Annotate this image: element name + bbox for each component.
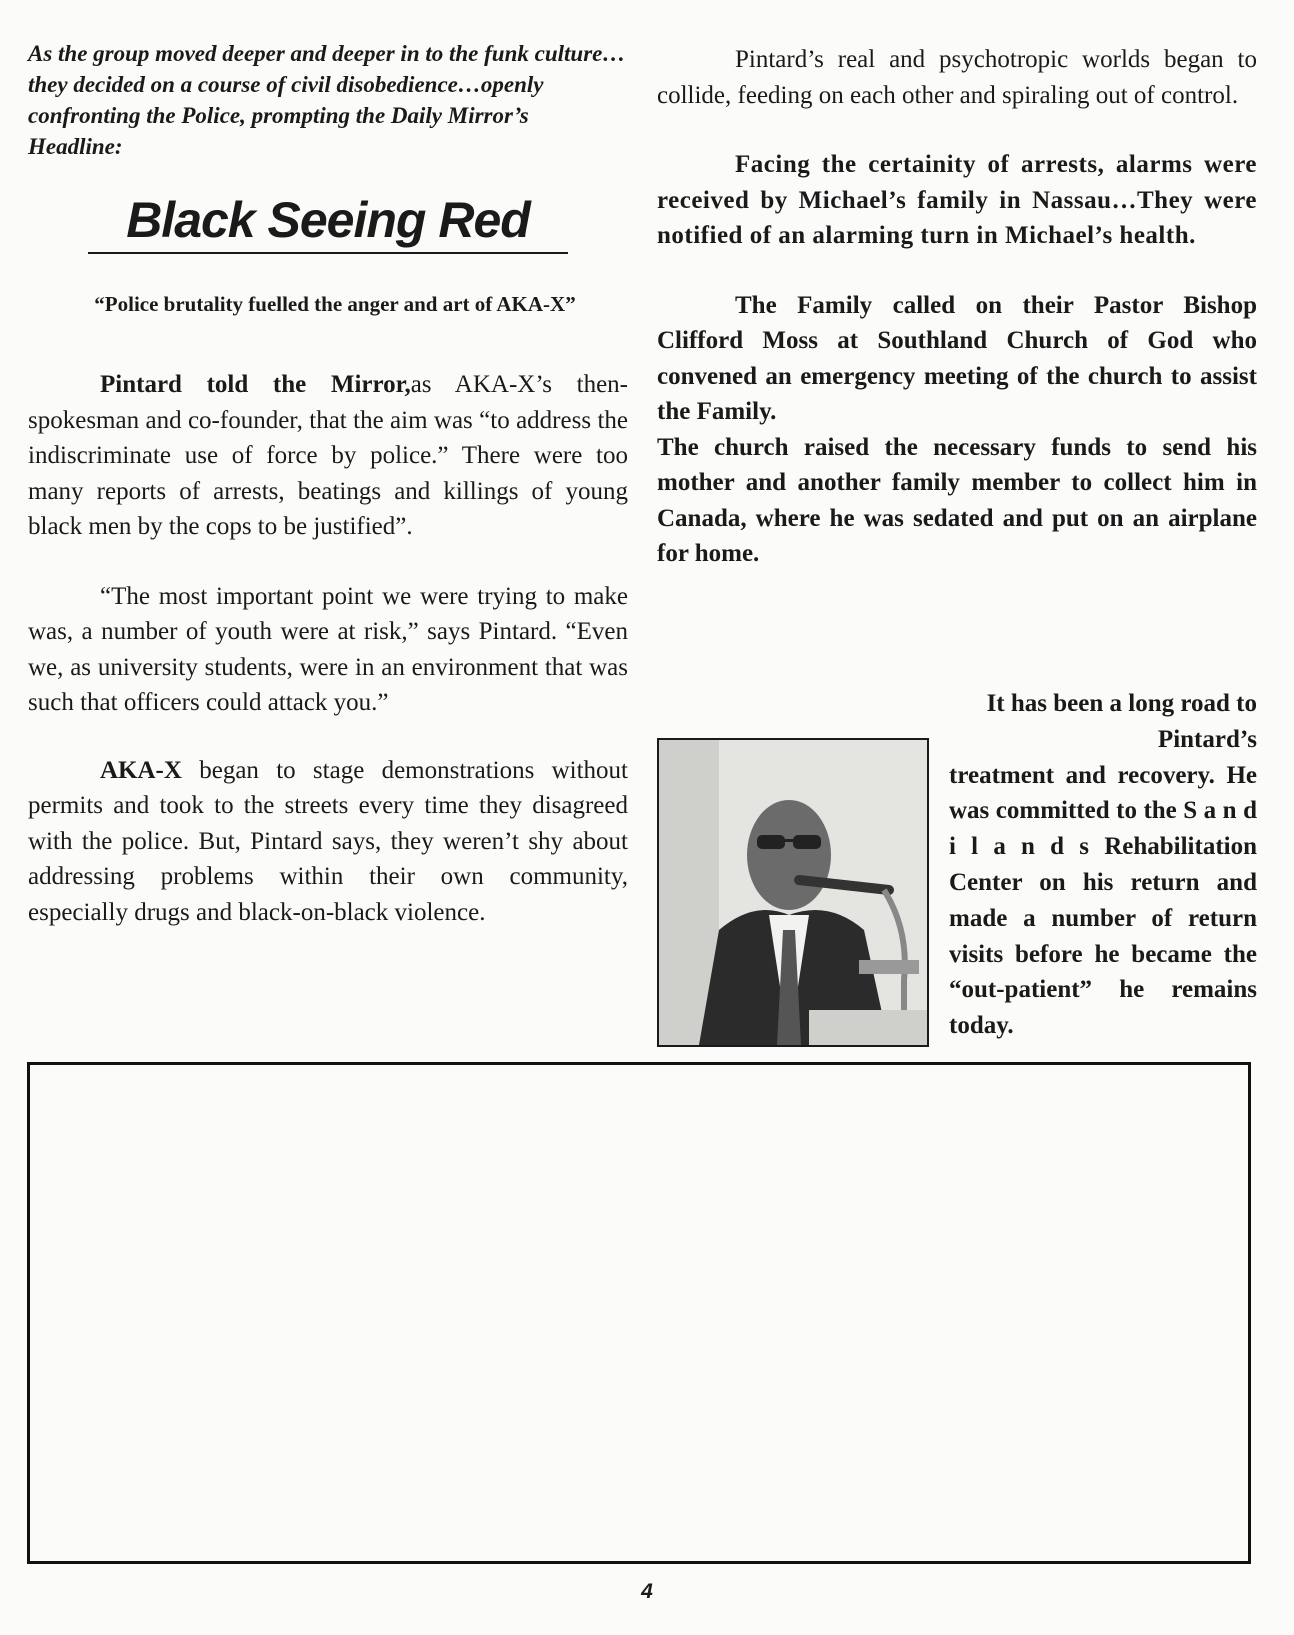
paragraph-arrests: Facing the certainity of arrests, alarms were received by Michael’s family in Nassau…They were notified of an alarming turn in Michael’s health. bbox=[657, 151, 1257, 249]
paragraph-worlds: Pintard’s real and psychotropic worlds began to collide, feeding on each other and spiraling out of control. bbox=[657, 46, 1257, 109]
paragraph-demonstrations bbox=[28, 753, 628, 931]
headline: Black Seeing Red bbox=[88, 192, 568, 254]
recovery-section bbox=[657, 686, 1257, 1047]
intro-paragraph: As the group moved deeper and deeper in to the funk culture…they decided on a course of civil disobedience…openly confronting the Police, prompting the Daily Mirror’s Headline: bbox=[28, 41, 626, 159]
paragraph-text: began to stage demonstrations without permits and took to the streets every time they disagreed with the police. But, Pintard says, they weren’t shy about addressing problems within their own community, especially drugs and black-on-black violence. bbox=[28, 756, 628, 926]
paragraph-quote: “The most important point we were trying to make was, a number of youth were at risk,” says Pintard. “Even we, as university students, were in an environment that was such that officers could attack you.” bbox=[28, 582, 628, 716]
right-column bbox=[657, 42, 1257, 572]
paragraph-family: The Family called on their Pastor Bishop Clifford Moss at Southland Church of God who convened an emergency meeting of the church to assist the Family. bbox=[657, 291, 1257, 425]
empty-frame-box bbox=[27, 1062, 1251, 1564]
paragraph-church: The church raised the necessary funds to send his mother and another family member to collect him in Canada, where he was sedated and put on an airplane for home. bbox=[657, 433, 1257, 567]
paragraph-first-line: It has been a long road to Pintard’s bbox=[986, 690, 1257, 753]
paragraph-text: as AKA-X’s then-spokesman and co-founder, that the aim was “to address the indiscriminate use of force by police.” There were too many reports of arrests, beatings and killings of young black men by the cops to be justified”. bbox=[28, 371, 629, 540]
paragraph-mirror bbox=[28, 367, 628, 545]
paragraph-lead: AKA-X bbox=[100, 756, 182, 784]
subheadline: “Police brutality fuelled the anger and art of AKA-X” bbox=[94, 292, 576, 316]
paragraph-text: treatment and recovery. He was committed to the S a n d i l a n d s Rehabilitation Center on his return and made a number of return visits before he became the “out-patient” he remains today. bbox=[949, 761, 1257, 1040]
left-column bbox=[28, 38, 628, 930]
speaker-photo bbox=[657, 738, 929, 1047]
page-number: 4 bbox=[641, 1580, 653, 1603]
speaker-image bbox=[659, 740, 927, 1045]
paragraph-lead: Pintard told the Mirror, bbox=[100, 371, 411, 398]
